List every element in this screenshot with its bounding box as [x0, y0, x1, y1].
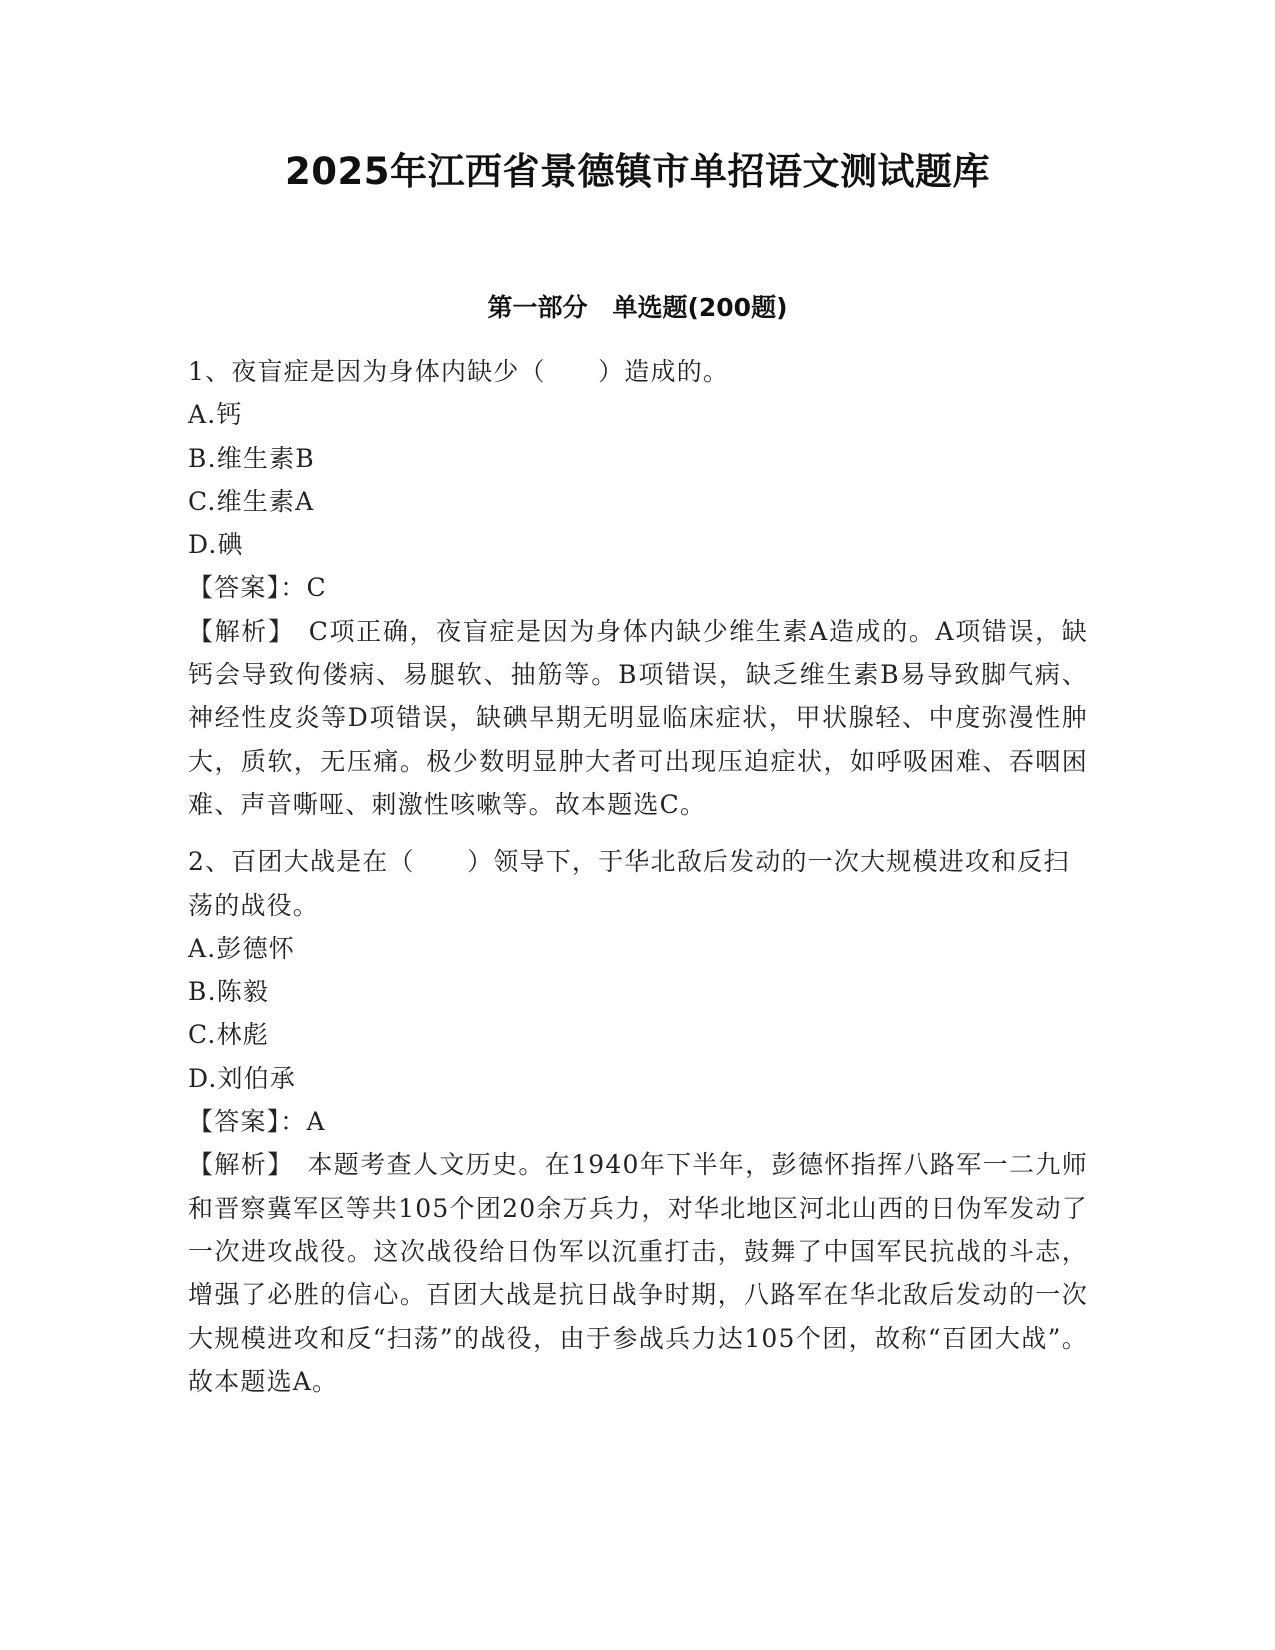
section-title: 第一部分 单选题(200题) — [487, 293, 788, 322]
option-a: A.彭德怀 — [188, 933, 296, 963]
option-c: C.林彪 — [188, 1020, 269, 1050]
option-c: C.维生素A — [188, 486, 315, 516]
question-stem: 2、百团大战是在（ ）领导下，于华北敌后发动的一次大规模进攻和反扫荡的战役。 — [188, 847, 1070, 920]
question-stem: 1、夜盲症是因为身体内缺少（ ）造成的。 — [188, 357, 730, 386]
answer: 【答案】：C — [188, 573, 327, 603]
option-b: B.维生素B — [188, 443, 315, 473]
option-a: A.钙 — [188, 400, 243, 430]
analysis: 【解析】 C项正确，夜盲症是因为身体内缺少维生素A造成的。A项错误，缺钙会导致佝偻病、易腿软、抽筋等。B项错误，缺乏维生素B易导致脚气病、神经性皮炎等D项错误，缺碘早期无明显临床症状，甲状腺轻、中度弥漫性肿大，质软，无压痛。极少数明显肿大者可出现压迫症状，如呼吸困难、吞咽困难、声音嘶哑、刺激性咳嗽等。故本题选C。 — [188, 616, 1088, 819]
document-title: 2025年江西省景德镇市单招语文测试题库 — [285, 150, 990, 193]
answer: 【答案】：A — [188, 1107, 326, 1137]
analysis: 【解析】 本题考查人文历史。在1940年下半年，彭德怀指挥八路军一二九师和晋察冀军区等共105个团20余万兵力，对华北地区河北山西的日伪军发动了一次进攻战役。这次战役给日伪军以沉重打击，鼓舞了中国军民抗战的斗志，增强了必胜的信心。百团大战是抗日战争时期，八路军在华北敌后发动的一次大规模进攻和反“扫荡”的战役，由于参战兵力达105个团，故称“百团大战”。故本题选A。 — [188, 1150, 1088, 1396]
option-d: D.碘 — [188, 530, 244, 560]
question-1 — [188, 350, 1088, 826]
document-content — [188, 350, 1088, 1417]
question-2 — [188, 840, 1088, 1403]
option-d: D.刘伯承 — [188, 1063, 297, 1093]
option-b: B.陈毅 — [188, 977, 270, 1007]
